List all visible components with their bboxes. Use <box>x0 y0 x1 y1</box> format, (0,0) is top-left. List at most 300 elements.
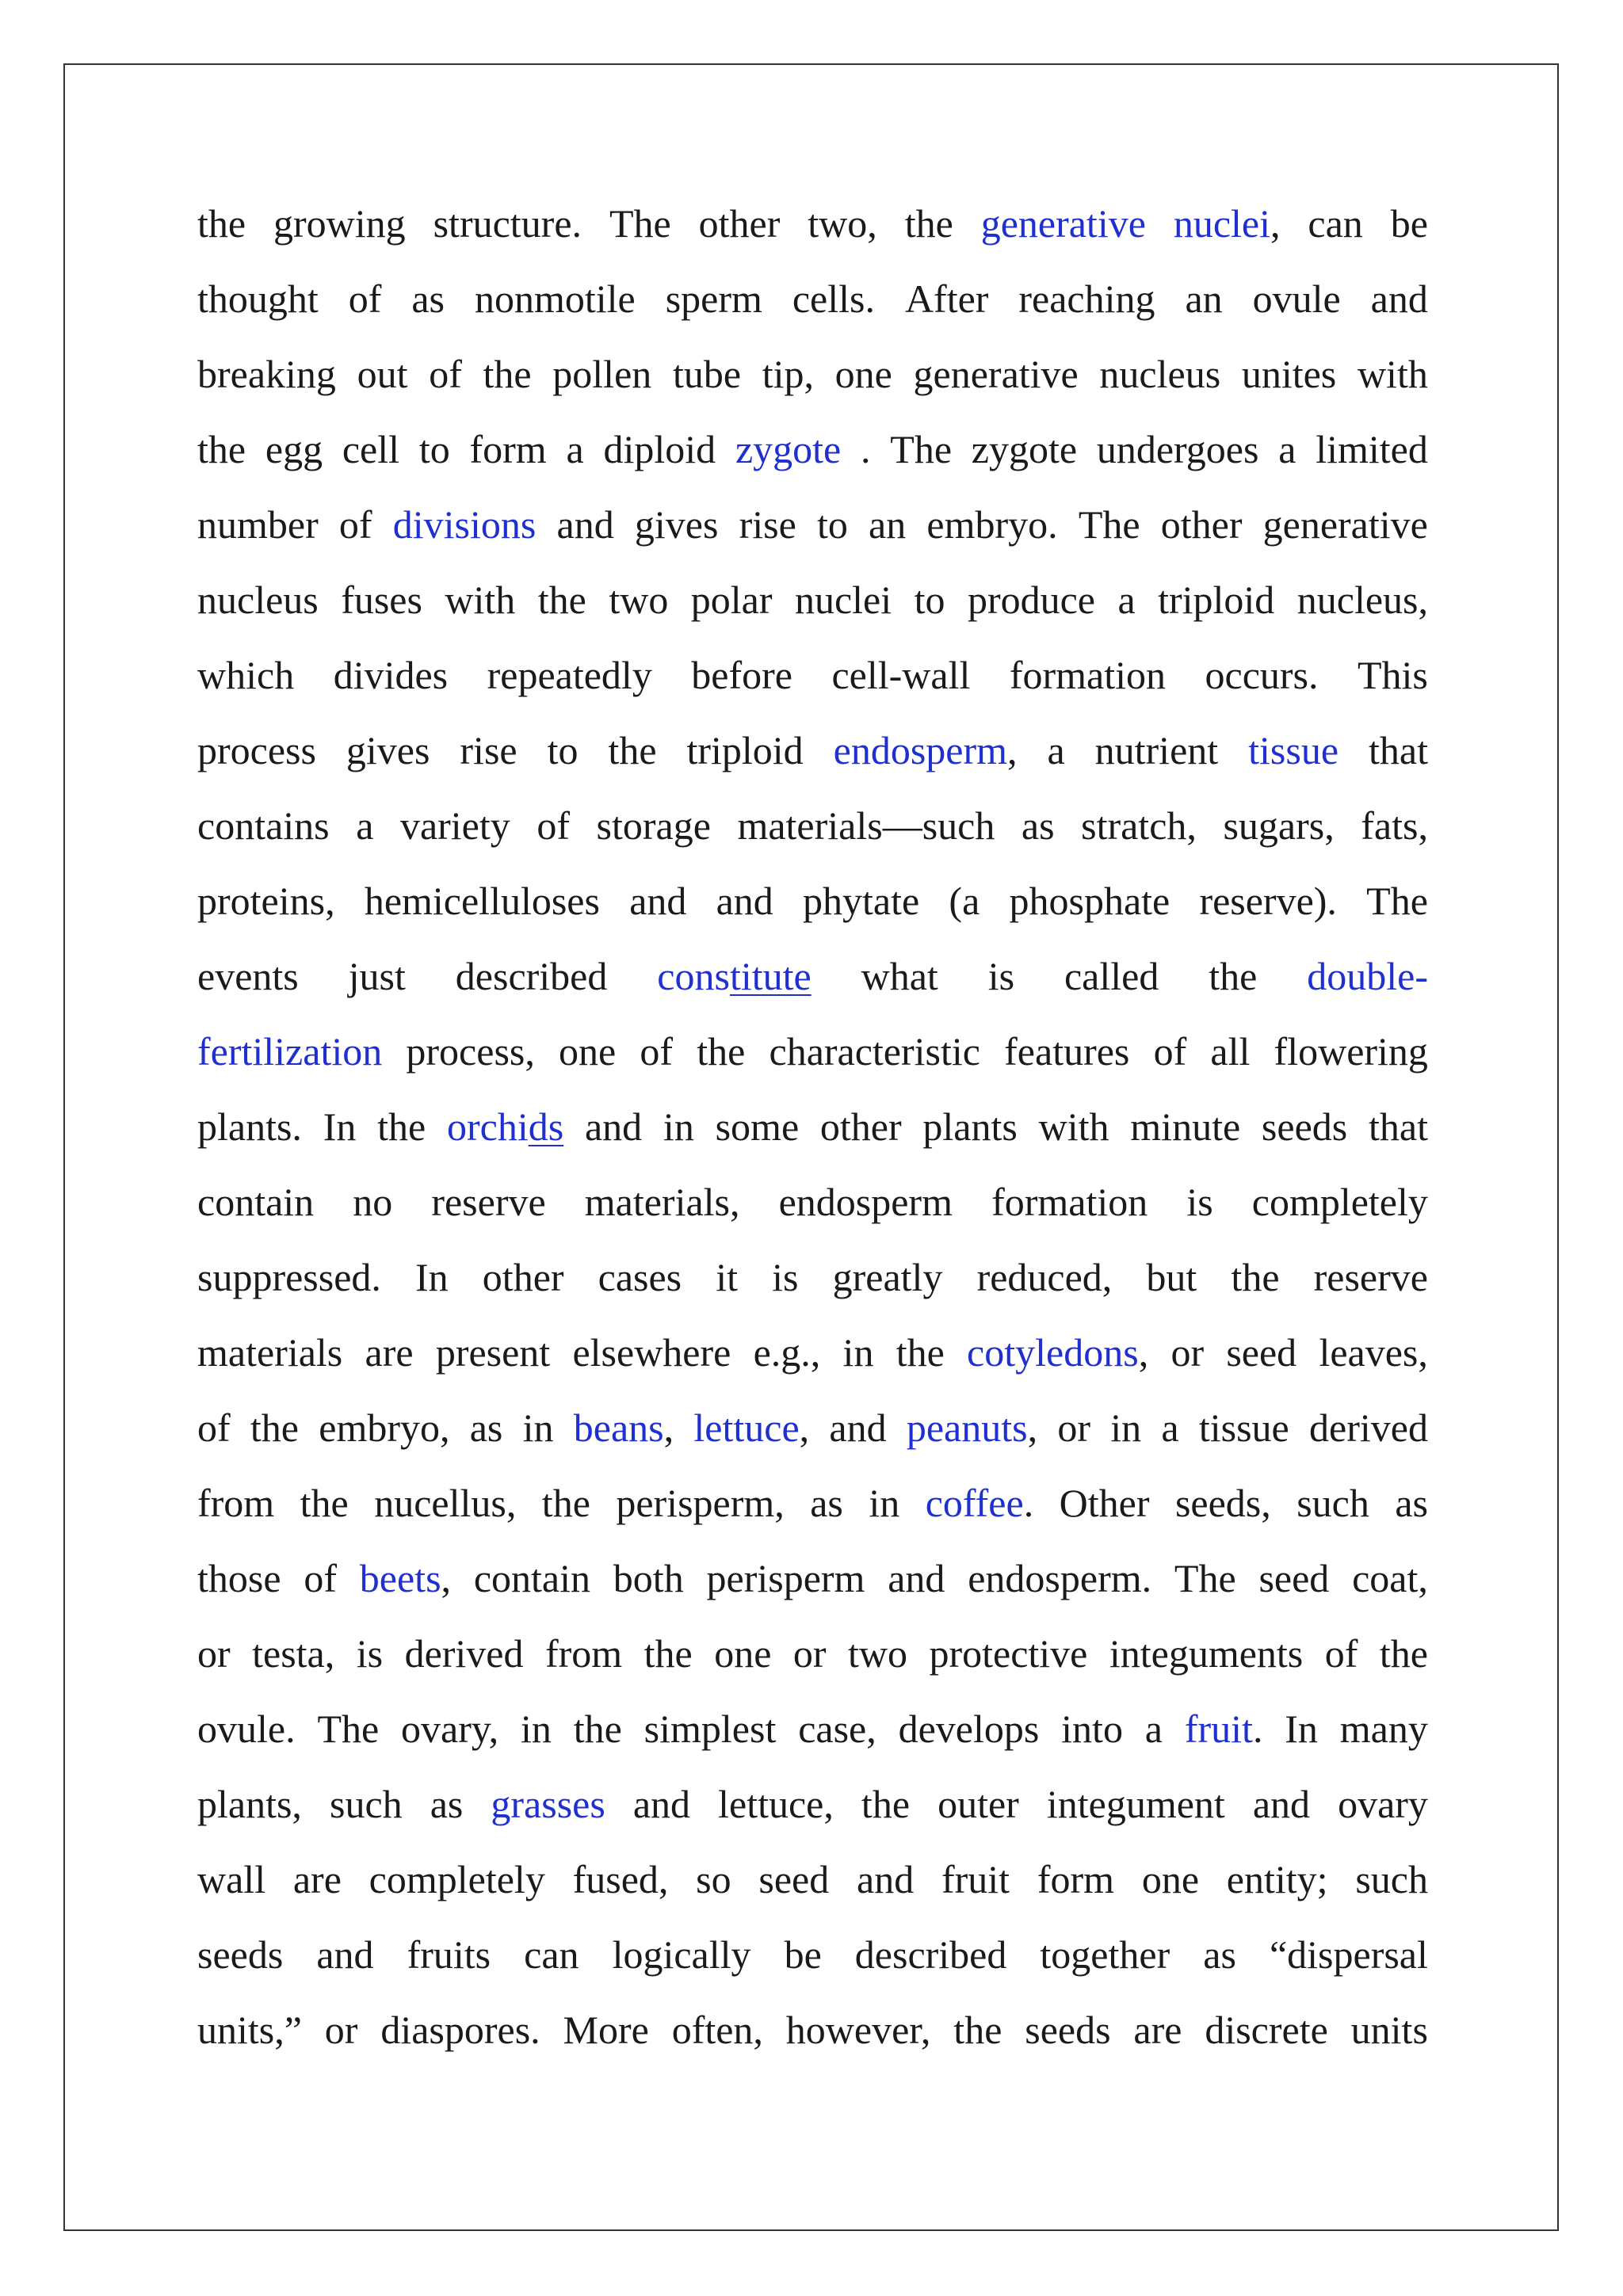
text-line <box>197 713 1428 788</box>
word: discrete <box>1205 2008 1328 2052</box>
word: but <box>1146 1255 1197 1299</box>
word: before <box>691 653 792 697</box>
word: as <box>1021 803 1055 848</box>
text-line <box>197 563 1428 638</box>
link-word[interactable]: orchids <box>446 1104 564 1149</box>
word: units <box>1350 2008 1428 2052</box>
word: hemicelluloses <box>364 879 600 923</box>
word: nucleus <box>197 578 319 622</box>
link-word[interactable]: peanuts, <box>906 1405 1038 1450</box>
word: number <box>197 502 319 547</box>
word: nutrient <box>1094 728 1219 772</box>
word: so <box>696 1857 731 1901</box>
word: from <box>197 1481 275 1525</box>
word: flowering <box>1274 1029 1428 1074</box>
word: wall <box>197 1857 266 1901</box>
word: and <box>632 1782 691 1826</box>
word: cells. <box>792 277 875 321</box>
word: of <box>537 803 570 848</box>
link-word[interactable]: generative <box>980 201 1146 246</box>
word: tip, <box>762 352 814 396</box>
word: seeds <box>1261 1104 1348 1149</box>
word: fruits <box>407 1932 491 1977</box>
word: ovary <box>1338 1782 1428 1826</box>
word: just <box>348 954 406 998</box>
word: are <box>292 1857 342 1901</box>
word: fats, <box>1361 803 1428 848</box>
word: pollen <box>552 352 652 396</box>
word: phosphate <box>1009 879 1170 923</box>
word: greatly <box>832 1255 943 1299</box>
word: many <box>1339 1707 1428 1751</box>
word: of <box>640 1029 674 1074</box>
word: the <box>300 1481 349 1525</box>
word: or <box>324 2008 358 2052</box>
word: outer <box>938 1782 1019 1826</box>
word: both <box>613 1556 684 1600</box>
link-word[interactable]: fruit. <box>1184 1707 1263 1751</box>
word: and <box>316 1932 374 1977</box>
text-line <box>197 939 1428 1014</box>
word: plants, <box>197 1782 302 1826</box>
link-word[interactable]: beets, <box>359 1556 452 1600</box>
word: in <box>520 1707 552 1751</box>
word: or <box>792 1631 827 1676</box>
word: sperm <box>665 277 762 321</box>
word: egg <box>265 427 323 471</box>
word: fruit <box>941 1857 1010 1901</box>
word: This <box>1358 653 1428 697</box>
word: one <box>714 1631 772 1676</box>
word: from <box>544 1631 623 1676</box>
word: units,” <box>197 2008 302 2052</box>
word: embryo, <box>319 1405 450 1450</box>
word: diploid <box>603 427 716 471</box>
word: The <box>1366 879 1428 923</box>
word: seed <box>1226 1330 1297 1375</box>
word: such <box>1355 1857 1428 1901</box>
word: contain <box>197 1180 315 1224</box>
word: as <box>411 277 445 321</box>
word: two, <box>808 201 877 246</box>
word: as <box>430 1782 464 1826</box>
word: the <box>643 1631 693 1676</box>
word: In <box>323 1104 357 1149</box>
word: present <box>435 1330 551 1375</box>
word: materials, <box>584 1180 740 1224</box>
word: one <box>1141 1857 1200 1901</box>
word: out <box>357 352 408 396</box>
text-line <box>197 864 1428 939</box>
text-line <box>197 1616 1428 1691</box>
word: fuses <box>341 578 422 622</box>
word: endosperm. <box>968 1556 1152 1600</box>
word: the <box>697 1029 746 1074</box>
word: unites <box>1241 352 1337 396</box>
word: other <box>819 1104 902 1149</box>
link-word[interactable]: nuclei, <box>1173 201 1281 246</box>
word: process <box>197 728 316 772</box>
word: completely <box>1251 1180 1428 1224</box>
word: rise <box>739 502 796 547</box>
word: a <box>1117 578 1136 622</box>
word: described <box>455 954 608 998</box>
word: limited <box>1316 427 1428 471</box>
word: the <box>1231 1255 1280 1299</box>
word: phytate <box>803 879 920 923</box>
word: in <box>869 1481 900 1525</box>
word: completely <box>369 1857 545 1901</box>
word: the <box>197 427 246 471</box>
word: some <box>715 1104 800 1149</box>
word: storage <box>596 803 711 848</box>
word: process, <box>406 1029 535 1074</box>
word: The <box>890 427 953 471</box>
word: triploid <box>686 728 804 772</box>
word: is <box>1186 1180 1213 1224</box>
word: . <box>861 427 871 471</box>
word: other <box>698 201 781 246</box>
word: is <box>987 954 1015 998</box>
word: seeds <box>1025 2008 1111 2052</box>
text-line <box>197 1390 1428 1466</box>
word: with <box>1357 352 1428 396</box>
word: can <box>524 1932 579 1977</box>
word: perisperm, <box>616 1481 785 1525</box>
word: proteins, <box>197 879 335 923</box>
word: as <box>1395 1481 1428 1525</box>
word: together <box>1040 1932 1170 1977</box>
word: divides <box>333 653 449 697</box>
word: that <box>1369 1104 1428 1149</box>
word: into <box>1061 1707 1123 1751</box>
word: endosperm <box>778 1180 953 1224</box>
text-line <box>197 1089 1428 1165</box>
word: and <box>829 1405 887 1450</box>
link-word[interactable]: constitute <box>657 954 812 998</box>
word: with <box>1038 1104 1109 1149</box>
word: it <box>716 1255 739 1299</box>
word: elsewhere <box>572 1330 731 1375</box>
word: tissue <box>1198 1405 1289 1450</box>
word: reserve <box>1313 1255 1428 1299</box>
word: to <box>816 502 848 547</box>
word: In <box>1285 1707 1318 1751</box>
link-word[interactable]: beans, <box>573 1405 674 1450</box>
word: reserve <box>431 1180 546 1224</box>
word: the <box>896 1330 945 1375</box>
word: and <box>629 879 687 923</box>
word: other <box>482 1255 564 1299</box>
word: reserve). <box>1199 879 1337 923</box>
word: of <box>348 277 382 321</box>
word: The <box>317 1707 380 1751</box>
word: called <box>1064 954 1159 998</box>
word: More <box>563 2008 649 2052</box>
link-word[interactable]: divisions <box>392 502 537 547</box>
word: a <box>356 803 374 848</box>
word: those <box>197 1556 281 1600</box>
word: what <box>861 954 938 998</box>
link-word[interactable]: cotyledons, <box>967 1330 1149 1375</box>
word: a <box>1144 1707 1163 1751</box>
word: ovule <box>1252 277 1341 321</box>
word: and <box>857 1857 915 1901</box>
word: the <box>1209 954 1258 998</box>
word: simplest <box>643 1707 777 1751</box>
word: of <box>197 1405 231 1450</box>
word: that <box>1368 728 1428 772</box>
word: can <box>1308 201 1363 246</box>
word: generative <box>913 352 1079 396</box>
word: seed <box>758 1857 830 1901</box>
word: integuments <box>1109 1631 1304 1676</box>
word: in <box>663 1104 694 1149</box>
word: materials—such <box>737 803 995 848</box>
word: no <box>353 1180 393 1224</box>
word: to <box>547 728 579 772</box>
word: or <box>1057 1405 1090 1450</box>
word: nonmotile <box>474 277 636 321</box>
word: such <box>1296 1481 1369 1525</box>
word: and <box>1252 1782 1311 1826</box>
word: integument <box>1046 1782 1225 1826</box>
word: characteristic <box>769 1029 980 1074</box>
word: variety <box>399 803 510 848</box>
word: as <box>469 1405 503 1450</box>
text-line <box>197 412 1428 487</box>
word: “dispersal <box>1269 1932 1428 1977</box>
word: the <box>537 578 586 622</box>
word: reduced, <box>976 1255 1113 1299</box>
word: embryo. <box>926 502 1058 547</box>
word: derived <box>404 1631 524 1676</box>
word: the <box>541 1481 590 1525</box>
text-line <box>197 487 1428 563</box>
word: in <box>1110 1405 1142 1450</box>
word: stratch, <box>1081 803 1197 848</box>
word: perisperm <box>706 1556 865 1600</box>
word: structure. <box>433 201 582 246</box>
word: zygote <box>971 427 1078 471</box>
text-line <box>197 1541 1428 1616</box>
link-word[interactable]: tissue <box>1248 728 1339 772</box>
word: or <box>1170 1330 1205 1375</box>
word: as <box>810 1481 843 1525</box>
word: gives <box>346 728 430 772</box>
word: an <box>869 502 907 547</box>
word: the <box>250 1405 299 1450</box>
word: tube <box>672 352 742 396</box>
word: The <box>1174 1556 1236 1600</box>
word: protective <box>929 1631 1088 1676</box>
text-line <box>197 638 1428 713</box>
word: materials <box>197 1330 343 1375</box>
word: growing <box>273 201 406 246</box>
word: cell <box>342 427 400 471</box>
word: In <box>415 1255 449 1299</box>
word: gives <box>634 502 719 547</box>
word: of <box>429 352 462 396</box>
link-word[interactable]: endosperm, <box>833 728 1018 772</box>
text-line <box>197 1014 1428 1089</box>
link-word[interactable]: lettuce, <box>693 1405 810 1450</box>
word: as <box>1203 1932 1236 1977</box>
word: all <box>1210 1029 1251 1074</box>
word: and <box>888 1556 945 1600</box>
word: Other <box>1059 1481 1150 1525</box>
word: and <box>716 879 773 923</box>
word: ovary, <box>401 1707 499 1751</box>
word: seed <box>1258 1556 1330 1600</box>
word: the <box>197 201 246 246</box>
word: minute <box>1130 1104 1241 1149</box>
word: a <box>566 427 584 471</box>
word: plants. <box>197 1104 302 1149</box>
word: often, <box>671 2008 763 2052</box>
text-line <box>197 1993 1428 2068</box>
word: testa, <box>252 1631 335 1676</box>
word: nucellus, <box>374 1481 517 1525</box>
word: the <box>573 1707 622 1751</box>
word: be <box>784 1932 822 1977</box>
word: form <box>1037 1857 1115 1901</box>
word: seeds, <box>1174 1481 1271 1525</box>
word: a <box>1278 427 1296 471</box>
word: to <box>914 578 945 622</box>
word: reaching <box>1018 277 1155 321</box>
link-word[interactable]: double- <box>1307 954 1428 998</box>
word: polar <box>690 578 773 622</box>
text-line <box>197 1691 1428 1767</box>
word: of <box>304 1556 337 1600</box>
word: suppressed. <box>197 1255 381 1299</box>
word: one <box>559 1029 617 1074</box>
word: the <box>861 1782 911 1826</box>
word: case, <box>798 1707 876 1751</box>
text-line <box>197 1842 1428 1917</box>
word: plants <box>922 1104 1018 1149</box>
word: described <box>854 1932 1007 1977</box>
word: one <box>834 352 892 396</box>
word: two <box>848 1631 907 1676</box>
text-line <box>197 1165 1428 1240</box>
word: however, <box>785 2008 931 2052</box>
word: other <box>1160 502 1243 547</box>
word: nuclei <box>794 578 892 622</box>
word: in <box>842 1330 874 1375</box>
word: or <box>197 1631 231 1676</box>
word: be <box>1390 201 1428 246</box>
link-word[interactable]: zygote <box>735 427 842 471</box>
word: lettuce, <box>718 1782 834 1826</box>
word: contain <box>473 1556 590 1600</box>
word: and <box>584 1104 643 1149</box>
word: a <box>1161 1405 1179 1450</box>
text-line <box>197 186 1428 261</box>
word: The <box>609 201 671 246</box>
text-line <box>197 1466 1428 1541</box>
word: generative <box>1262 502 1428 547</box>
word: the <box>483 352 532 396</box>
word: After <box>904 277 989 321</box>
word: fused, <box>572 1857 669 1901</box>
word: cases <box>598 1255 682 1299</box>
word: are <box>1133 2008 1182 2052</box>
word: in <box>522 1405 554 1450</box>
word: the <box>953 2008 1002 2052</box>
word: events <box>197 954 299 998</box>
word: e.g., <box>753 1330 821 1375</box>
word: an <box>1185 277 1223 321</box>
word: logically <box>612 1932 751 1977</box>
word: develops <box>898 1707 1040 1751</box>
text-line <box>197 1315 1428 1390</box>
word: the <box>1379 1631 1428 1676</box>
word: of <box>338 502 372 547</box>
word: nucleus, <box>1296 578 1428 622</box>
word: The <box>1078 502 1140 547</box>
word: repeatedly <box>487 653 652 697</box>
word: of <box>1324 1631 1358 1676</box>
text-line <box>197 1240 1428 1315</box>
word: and <box>556 502 614 547</box>
word: breaking <box>197 352 336 396</box>
word: which <box>197 653 295 697</box>
word: produce <box>967 578 1095 622</box>
word: formation <box>1009 653 1167 697</box>
link-word[interactable]: fertilization <box>197 1029 383 1074</box>
word: sugars, <box>1223 803 1335 848</box>
word: undergoes <box>1096 427 1259 471</box>
word: triploid <box>1158 578 1275 622</box>
text-line <box>197 261 1428 337</box>
word: coat, <box>1352 1556 1428 1600</box>
link-word[interactable]: grasses <box>491 1782 605 1826</box>
word: occurs. <box>1205 653 1319 697</box>
word: of <box>1153 1029 1187 1074</box>
word: the <box>608 728 657 772</box>
word: to <box>418 427 450 471</box>
word: features <box>1004 1029 1130 1074</box>
word: derived <box>1309 1405 1428 1450</box>
text-line <box>197 1767 1428 1842</box>
word: with <box>445 578 516 622</box>
word: the <box>377 1104 426 1149</box>
word: thought <box>197 277 319 321</box>
word: form <box>469 427 547 471</box>
word: seeds <box>197 1932 284 1977</box>
text-line <box>197 788 1428 864</box>
link-word[interactable]: coffee. <box>925 1481 1034 1525</box>
word: two <box>609 578 669 622</box>
word: formation <box>991 1180 1148 1224</box>
word: diaspores. <box>380 2008 540 2052</box>
word: leaves, <box>1319 1330 1428 1375</box>
text-line <box>197 1917 1428 1993</box>
word: ovule. <box>197 1707 296 1751</box>
word: rise <box>460 728 517 772</box>
word: is <box>772 1255 799 1299</box>
word: such <box>329 1782 403 1826</box>
word: the <box>904 201 953 246</box>
word: entity; <box>1226 1857 1328 1901</box>
body-text <box>197 186 1428 2068</box>
word: cell-wall <box>831 653 971 697</box>
word: is <box>356 1631 384 1676</box>
word: contains <box>197 803 330 848</box>
text-line <box>197 337 1428 412</box>
